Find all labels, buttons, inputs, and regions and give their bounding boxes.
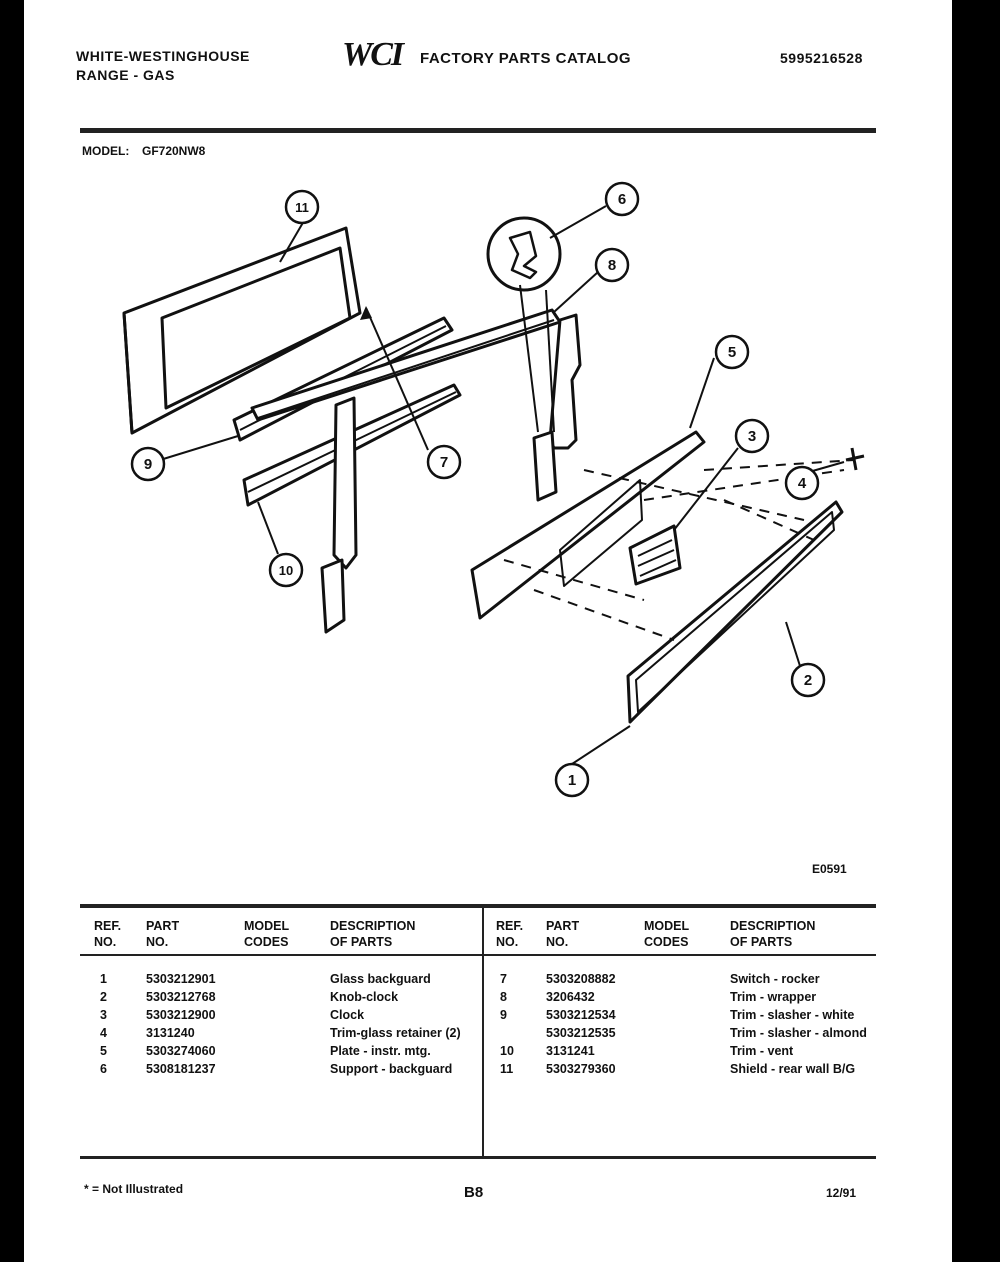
catalog-number: 5995216528: [780, 50, 863, 66]
model-label: MODEL:: [82, 144, 130, 158]
model-number: GF720NW8: [142, 144, 206, 158]
page-number: B8: [464, 1184, 484, 1201]
cell-desc: Support - backguard: [330, 1062, 453, 1076]
header-desc: DESCRIPTION OF PARTS: [330, 919, 416, 949]
cell-ref: 8: [500, 990, 507, 1004]
print-date: 12/91: [826, 1186, 857, 1200]
cell-part: 3131241: [546, 1044, 595, 1058]
cell-desc: Trim-glass retainer (2): [330, 1026, 461, 1040]
callout-3: 3: [747, 428, 757, 445]
drawing-code: E0591: [812, 862, 847, 876]
cell-ref: 2: [100, 990, 107, 1004]
callout-8: 8: [607, 257, 617, 274]
cell-part: 5303212900: [146, 1008, 216, 1022]
cell-part: 3131240: [146, 1026, 195, 1040]
callout-5: 5: [727, 344, 737, 361]
header-model: MODEL CODES: [244, 919, 290, 949]
callout-2: 2: [803, 672, 813, 689]
callout-11: 11: [295, 200, 309, 215]
header-ref: REF. NO.: [94, 919, 122, 949]
cell-part: 5303212901: [146, 972, 216, 986]
table-bottom-rule: [80, 1156, 876, 1159]
callout-10: 10: [278, 563, 294, 578]
cell-part: 5303212768: [146, 990, 216, 1004]
cell-ref: 7: [500, 972, 507, 986]
table-divider: [482, 908, 484, 1156]
catalog-title: FACTORY PARTS CATALOG: [420, 50, 632, 67]
cell-ref: 11: [500, 1062, 514, 1076]
cell-desc: Trim - slasher - almond: [730, 1026, 867, 1040]
cell-desc: Trim - wrapper: [730, 990, 817, 1004]
brand-name: WHITE-WESTINGHOUSE: [76, 48, 250, 64]
cell-ref: 10: [500, 1044, 514, 1058]
footnote: * = Not Illustrated: [84, 1182, 184, 1196]
cell-part: 5303212534: [546, 1008, 616, 1022]
cell-desc: Shield - rear wall B/G: [730, 1062, 856, 1076]
cell-ref: 4: [100, 1026, 107, 1040]
cell-ref: 6: [100, 1062, 107, 1076]
cell-part: 5308181237: [146, 1062, 216, 1076]
cell-desc: Plate - instr. mtg.: [330, 1044, 431, 1058]
wci-logo: WCI: [342, 36, 403, 73]
cell-desc: Glass backguard: [330, 972, 431, 986]
callout-6: 6: [617, 191, 627, 208]
exploded-parts-diagram: [24, 0, 952, 880]
cell-desc: Clock: [330, 1008, 365, 1022]
header-model: MODEL CODES: [644, 919, 690, 949]
cell-desc: Trim - vent: [730, 1044, 794, 1058]
header-ref: REF. NO.: [496, 919, 524, 949]
callout-7: 7: [439, 454, 449, 471]
table-top-rule: [80, 904, 876, 908]
callout-4: 4: [797, 475, 807, 492]
cell-ref: 9: [500, 1008, 507, 1022]
cell-ref: 3: [100, 1008, 107, 1022]
header-part: PART NO.: [546, 919, 580, 949]
header-desc: DESCRIPTION OF PARTS: [730, 919, 816, 949]
cell-part: 5303212535: [546, 1026, 616, 1040]
cell-part: 3206432: [546, 990, 595, 1004]
cell-part: 5303208882: [546, 972, 616, 986]
cell-part: 5303279360: [546, 1062, 616, 1076]
cell-ref: 1: [100, 972, 107, 986]
header-part: PART NO.: [146, 919, 180, 949]
table-header-rule: [80, 954, 876, 956]
cell-desc: Trim - slasher - white: [730, 1008, 855, 1022]
product-type: RANGE - GAS: [76, 67, 175, 83]
callout-1: 1: [567, 772, 577, 789]
callout-9: 9: [143, 456, 153, 473]
cell-desc: Knob-clock: [330, 990, 399, 1004]
cell-ref: 5: [100, 1044, 107, 1058]
cell-part: 5303274060: [146, 1044, 216, 1058]
catalog-page: [24, 0, 952, 1262]
cell-desc: Switch - rocker: [730, 972, 820, 986]
